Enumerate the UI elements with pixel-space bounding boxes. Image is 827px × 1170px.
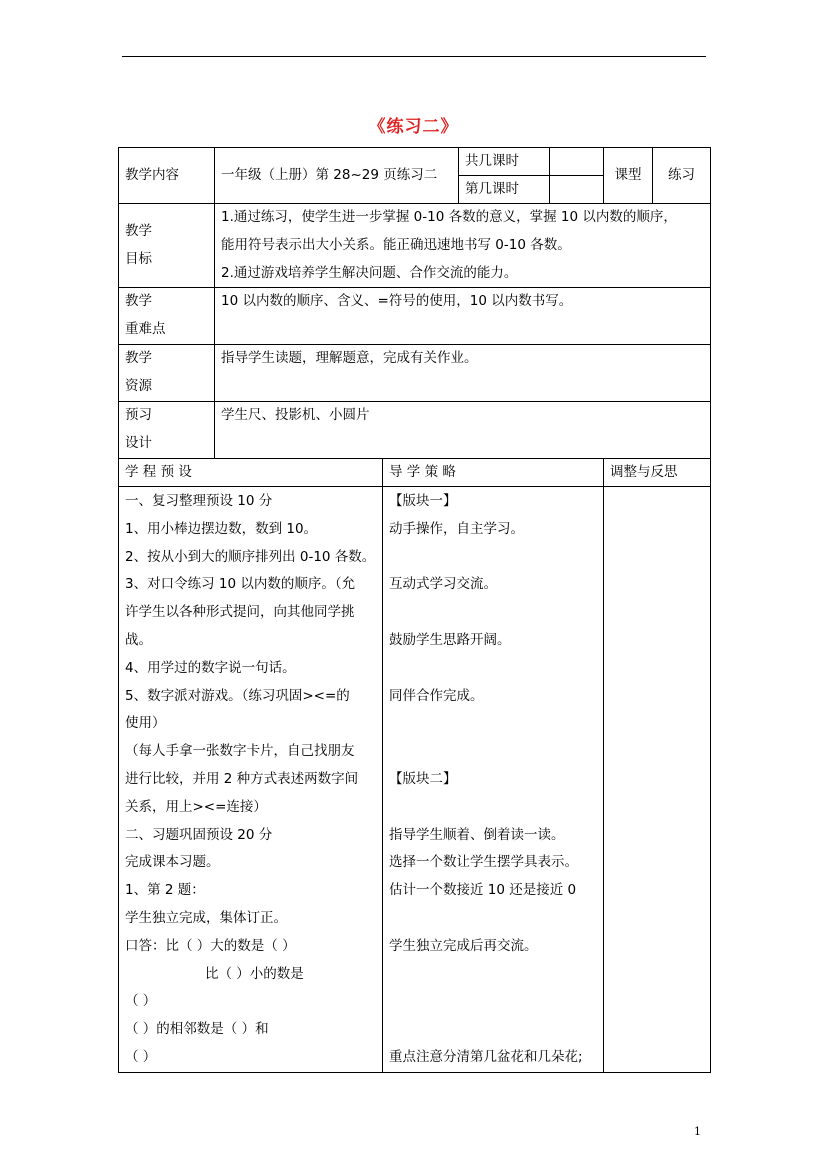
total-lessons-label: 共几课时: [459, 148, 549, 176]
content-label: 教学内容: [119, 148, 215, 204]
lesson-count-cell: [459, 148, 604, 204]
which-lesson-value: [549, 176, 603, 204]
process-header: 学 程 预 设: [119, 458, 383, 486]
preview-label: 预习 设计: [119, 401, 215, 458]
process-cell: 一、复习整理预设 10 分 1、用小棒边摆边数，数到 10。 2、按从小到大的顺序排列出 0-10 各数。 3、对口令练习 10 以内数的顺序。（允 许学生以各种形式提问，向其他同学挑 战。 4、用学过的数字说一句话。 5、数字派对游戏。（练习巩固><=的 使用） （每人手拿一张数字卡片，自己找朋友 进行比较，并用 2 种方式表述两数字间 关系，用上><=连接） 二、习题巩固预设 20 分 完成课本习题。 1、第 2 题： 学生独立完成，集体订正。 口答：比（ ）大的数是（ ） 比（ ）小的数是 （ ） （ ）的相邻数是（ ）和 （ ）: [119, 486, 383, 1072]
which-lesson-label: 第几课时: [459, 176, 549, 204]
page-title: 《练习二》: [368, 117, 459, 137]
key-value: 10 以内数的顺序、含义、=符号的使用，10 以内数书写。: [215, 288, 711, 345]
strategy-cell: 【版块一】 动手操作，自主学习。 互动式学习交流。 鼓励学生思路开阔。 同伴合作完成。 【版块二】 指导学生顺着、倒着读一读。 选择一个数让学生摆学具表示。 估计一个数接近 10 还是接近 0 学生独立完成后再交流。 重点注意分清第几盆花和几朵花;: [383, 486, 604, 1072]
goal-value: 1.通过练习，使学生进一步掌握 0-10 各数的意义，掌握 10 以内数的顺序， 能用符号表示出大小关系。能正确迅速地书写 0-10 各数。 2.通过游戏培养学生解决问题、合作交流的能力。: [215, 204, 711, 288]
reflection-cell: [604, 486, 711, 1072]
content-value: 一年级（上册）第 28~29 页练习二: [215, 148, 459, 204]
key-label: 教学 重难点: [119, 288, 215, 345]
header-rule: [122, 56, 706, 57]
type-value: 练习: [653, 148, 711, 204]
resource-value: 指导学生读题，理解题意，完成有关作业。: [215, 344, 711, 401]
reflection-header: 调整与反思: [604, 458, 711, 486]
resource-label: 教学 资源: [119, 344, 215, 401]
goal-label: 教学 目标: [119, 204, 215, 288]
preview-value: 学生尺、投影机、小圆片: [215, 401, 711, 458]
type-label: 课型: [604, 148, 653, 204]
lesson-plan-table: [118, 147, 711, 1073]
total-lessons-value: [549, 148, 603, 176]
page-number: 1: [694, 1125, 701, 1138]
strategy-header: 导 学 策 略: [383, 458, 604, 486]
